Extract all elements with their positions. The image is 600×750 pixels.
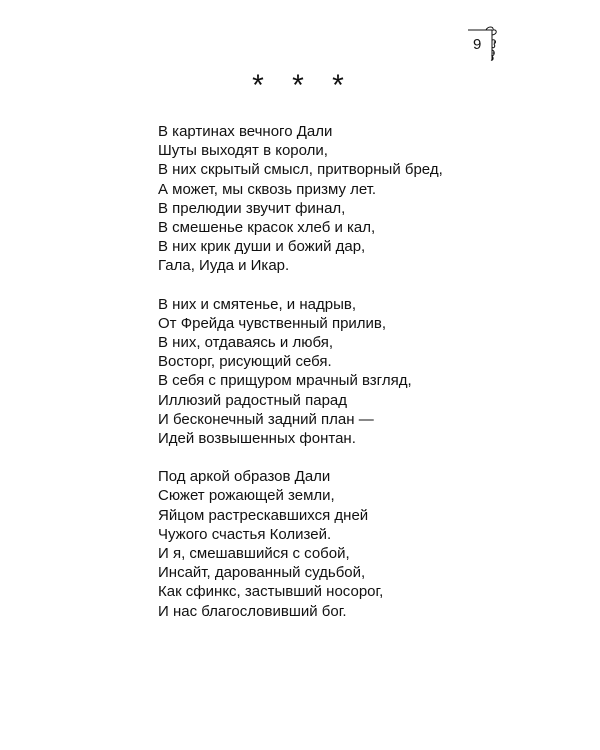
poem-line: И я, смешавшийся с собой,: [158, 545, 350, 563]
poem-line: В себя с прищуром мрачный взгляд,: [158, 372, 412, 390]
poem-line: В них крик души и божий дар,: [158, 238, 366, 256]
poem-line: В них скрытый смысл, притворный бред,: [158, 161, 443, 179]
page-number-ornament: [466, 26, 500, 62]
poem-line: Под аркой образов Дали: [158, 468, 331, 486]
stanza-3: [158, 467, 443, 621]
poem-line: Идей возвышенных фонтан.: [158, 430, 356, 448]
poem-line: Яйцом растрескавшихся дней: [158, 506, 369, 524]
poem-line: В прелюдии звучит финал,: [158, 199, 346, 217]
poem-line: И нас благословивший бог.: [158, 602, 347, 620]
stanza-1: [158, 122, 443, 276]
poem: [158, 122, 443, 640]
poem-line: От Фрейда чувственный прилив,: [158, 314, 387, 332]
poem-line: Восторг, рисующий себя.: [158, 353, 332, 371]
poem-line: В них и смятенье, и надрыв,: [158, 295, 356, 313]
poem-line: В них, отдаваясь и любя,: [158, 334, 333, 352]
poem-line: Шуты выходят в короли,: [158, 142, 328, 160]
stanza-2: [158, 295, 443, 449]
poem-line: Инсайт, дарованный судьбой,: [158, 564, 366, 582]
poem-line: Иллюзий радостный парад: [158, 391, 348, 409]
page-number: 9: [473, 36, 482, 53]
poem-line: И бесконечный задний план —: [158, 410, 374, 428]
poem-line: Чужого счастья Колизей.: [158, 525, 332, 543]
section-separator: * * *: [252, 69, 354, 102]
poem-line: В картинах вечного Дали: [158, 123, 333, 140]
poem-line: Как сфинкс, застывший носорог,: [158, 583, 384, 601]
poem-line: А может, мы сквозь призму лет.: [158, 180, 377, 198]
poem-line: В смешенье красок хлеб и кал,: [158, 219, 376, 237]
poem-line: Гала, Иуда и Икар.: [158, 257, 290, 275]
poem-line: Сюжет рожающей земли,: [158, 487, 335, 505]
corner-ornament-icon: [466, 26, 500, 62]
